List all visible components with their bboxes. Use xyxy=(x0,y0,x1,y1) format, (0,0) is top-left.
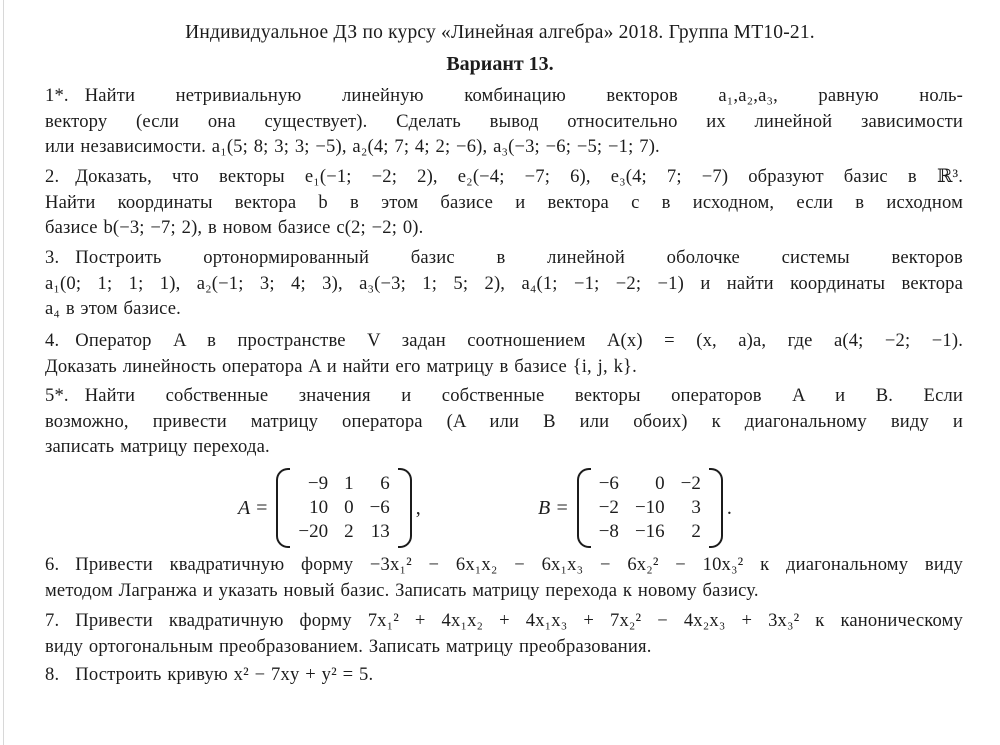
matrix-b-period: . xyxy=(726,496,732,519)
task-2-line-2: Найти координаты вектора b в этом базисе и вектора c в исходном, если в исходном xyxy=(45,191,963,213)
task-text: Привести квадратичную форму 7x₁² + 4x₁x₂ + 4x₁x₃ + 7x₂² − 4x₂x₃ + 3x₃² к каноническому xyxy=(75,610,963,631)
matrix-cell: 1 xyxy=(344,473,354,494)
task-6 xyxy=(45,552,963,603)
page-edge-rule xyxy=(3,0,4,745)
matrices-row xyxy=(0,468,1000,548)
matrix-cell: −9 xyxy=(307,473,329,494)
task-text: Найти нетривиальную линейную комбинацию векторов a₁,a₂,a₃, равную ноль- xyxy=(84,85,963,106)
task-2-line-3: базисе b(−3; −7; 2), в новом базисе c(2; −2; 0). xyxy=(45,217,424,238)
task-5 xyxy=(45,383,963,460)
matrix-row xyxy=(591,472,709,496)
matrix-cell: −10 xyxy=(634,497,665,518)
matrix-b-block xyxy=(538,472,732,544)
task-text: Доказать, что векторы e₁(−1; −2; 2), e₂(−4; −7; 6), e₃(4; 7; −7) образуют базис в ℝ³. xyxy=(75,166,963,187)
matrix-a-block xyxy=(238,472,421,544)
matrix-row xyxy=(290,496,397,520)
task-8 xyxy=(45,662,963,688)
task-2-line-1 xyxy=(45,164,963,190)
task-7 xyxy=(45,608,963,659)
task-text: Найти собственные значения и собственные векторы операторов A и B. Если xyxy=(84,385,963,406)
matrix-cell: −2 xyxy=(680,473,701,494)
left-paren xyxy=(276,468,290,548)
task-3-line-2: a₁(0; 1; 1; 1), a₂(−1; 3; 4; 3), a₃(−3; 1; 5; 2), a₄(1; −1; −2; −1) и найти координаты вектора xyxy=(45,272,963,294)
task-3 xyxy=(45,245,963,322)
task-1-line-3: или независимости. a₁(5; 8; 3; 3; −5), a₂(4; 7; 4; 2; −6), a₃(−3; −6; −5; −1; 7). xyxy=(45,136,660,157)
matrix-cell: 0 xyxy=(655,473,665,494)
matrix-cell: −6 xyxy=(598,473,619,494)
task-8-line-1 xyxy=(45,662,963,688)
task-4 xyxy=(45,328,963,379)
task-4-line-1 xyxy=(45,328,963,354)
matrix-cell: 6 xyxy=(380,473,390,494)
matrix-b xyxy=(577,472,723,544)
task-6-line-1 xyxy=(45,552,963,578)
matrix-a-comma: , xyxy=(415,496,421,519)
matrix-cell: 2 xyxy=(691,521,701,542)
task-6-line-2: методом Лагранжа и указать новый базис. Записать матрицу перехода к новому базису. xyxy=(45,579,759,601)
matrix-cell: 10 xyxy=(309,497,329,518)
task-5-line-2: возможно, привести матрицу оператора (A или B или обоих) к диагональному виду и xyxy=(45,410,963,432)
right-paren xyxy=(709,468,723,548)
matrix-cell: −16 xyxy=(634,521,665,542)
task-number: 2. xyxy=(45,166,60,187)
task-3-line-1 xyxy=(45,245,963,271)
task-number: 3. xyxy=(45,247,60,268)
task-7-line-1 xyxy=(45,608,963,634)
task-2 xyxy=(45,164,963,241)
left-paren xyxy=(577,468,591,548)
task-5-line-1 xyxy=(45,383,963,409)
task-1-line-1 xyxy=(45,83,963,109)
document-title: Индивидуальное ДЗ по курсу «Линейная алгебра» 2018. Группа МТ10-21. xyxy=(185,22,815,43)
matrix-cell: −20 xyxy=(298,521,329,542)
matrix-a-label: A = xyxy=(238,496,269,519)
task-number: 6. xyxy=(45,554,60,575)
matrix-row xyxy=(591,520,709,544)
task-text: Построить ортонормированный базис в линейной оболочке системы векторов xyxy=(75,247,963,268)
variant-heading: Вариант 13. xyxy=(446,53,554,75)
task-number: 7. xyxy=(45,610,60,631)
matrix-a xyxy=(276,472,411,544)
task-number: 5*. xyxy=(45,385,69,406)
matrix-cell: −2 xyxy=(598,497,619,518)
matrix-b-label: B = xyxy=(538,496,569,519)
task-text: Оператор A в пространстве V задан соотношением A(x) = (x, a)a, где a(4; −2; −1). xyxy=(75,330,963,351)
task-text: Построить кривую x² − 7xy + y² = 5. xyxy=(75,664,374,685)
task-5-line-3: записать матрицу перехода. xyxy=(45,436,270,457)
matrix-cell: 13 xyxy=(370,521,390,542)
task-text: Привести квадратичную форму −3x₁² − 6x₁x₂ − 6x₁x₃ − 6x₂² − 10x₃² к диагональному виду xyxy=(75,554,963,575)
matrix-b-table xyxy=(591,472,709,544)
matrix-cell: 0 xyxy=(344,497,354,518)
matrix-row xyxy=(290,520,397,544)
task-number: 1*. xyxy=(45,85,69,106)
task-number: 8. xyxy=(45,664,60,685)
task-4-line-2: Доказать линейность оператора A и найти его матрицу в базисе {i, j, k}. xyxy=(45,355,637,377)
task-number: 4. xyxy=(45,330,60,351)
matrix-row xyxy=(290,472,397,496)
task-1 xyxy=(45,83,963,160)
matrix-row xyxy=(591,496,709,520)
matrix-a-table xyxy=(290,472,397,544)
matrix-cell: −8 xyxy=(598,521,619,542)
task-1-line-2: вектору (если она существует). Сделать вывод относительно их линейной зависимости xyxy=(45,110,963,132)
matrix-cell: −6 xyxy=(369,497,390,518)
task-7-line-2: виду ортогональным преобразованием. Записать матрицу преобразования. xyxy=(45,635,652,657)
matrix-cell: 3 xyxy=(691,497,701,518)
right-paren xyxy=(398,468,412,548)
task-3-line-3: a₄ в этом базисе. xyxy=(45,298,181,319)
matrix-cell: 2 xyxy=(344,521,354,542)
